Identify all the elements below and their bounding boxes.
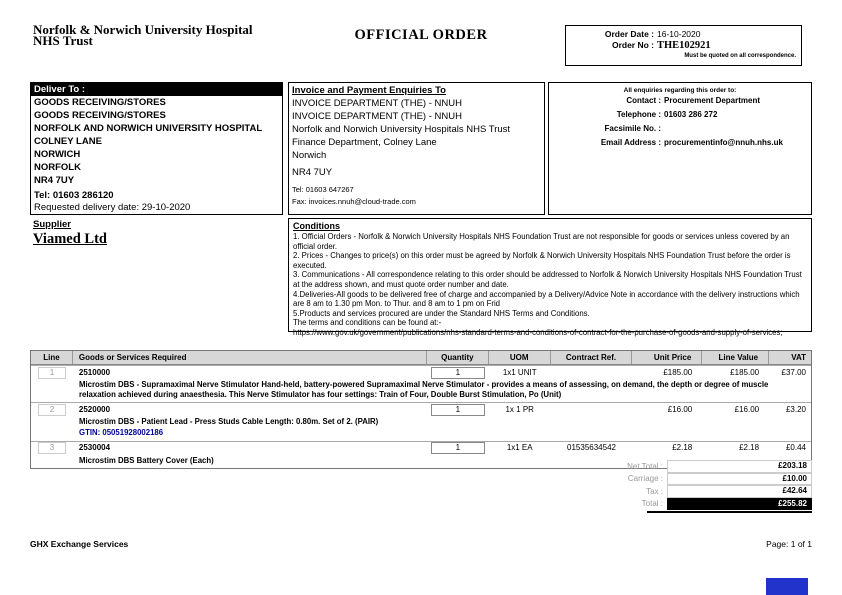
- net-total-row: [520, 460, 812, 473]
- items-table-header-row: [31, 351, 811, 365]
- document-title: OFFICIAL ORDER: [354, 27, 488, 43]
- invoice-fax-email: Fax: invoices.nnuh@cloud-trade.com: [292, 197, 416, 206]
- deliver-address-line: NR4 7UY: [34, 175, 75, 186]
- item-uom: 1x1 EA: [506, 443, 533, 453]
- condition-line: 2. Prices - Changes to price(s) on this order must be agreed by Norfolk & Norwich University Hospitals NHS Foundation Trust before the order is executed.: [293, 251, 791, 270]
- tax-row: [520, 485, 812, 498]
- totals-section: [520, 460, 812, 510]
- contact-label: Contact :: [626, 96, 661, 105]
- deliver-address-line: NORWICH: [34, 149, 81, 160]
- condition-line: The terms and conditions can be found at:-: [293, 318, 442, 328]
- net-total-label: Net Total :: [627, 461, 663, 471]
- condition-line: 3. Communications - All correspondence relating to this order should be addressed to Norfolk & Norwich University Hospitals NHS Foundation Trust at the address shown, and must quote order number and date.: [293, 270, 802, 289]
- order-date-value: 16-10-2020: [657, 29, 701, 39]
- item-vat: £3.20: [785, 404, 806, 414]
- deliver-telephone: Tel: 01603 286120: [34, 190, 114, 201]
- footer-service-name: GHX Exchange Services: [30, 539, 129, 549]
- header-unit-price: Unit Price: [632, 351, 702, 364]
- invoice-address-line: Finance Department, Colney Lane: [292, 137, 437, 148]
- corner-blue-mark: [766, 578, 808, 595]
- contact-value: Procurement Department: [664, 96, 761, 105]
- item-unit-price: £185.00: [663, 367, 693, 377]
- tax-label: Tax :: [646, 486, 663, 496]
- item-quantity: 1: [431, 367, 485, 379]
- deliver-to-header: Deliver To :: [31, 83, 282, 96]
- enquiries-facsimile-row: [549, 122, 811, 136]
- deliver-address-line: COLNEY LANE: [34, 136, 102, 147]
- supplier-name: Viamed Ltd: [33, 231, 107, 247]
- item-line-value: £185.00: [730, 367, 760, 377]
- enquiries-contact-row: [549, 94, 811, 108]
- invoice-enquiries-box: [288, 82, 545, 215]
- page-number: Page: 1 of 1: [766, 539, 812, 549]
- invoice-address-line: INVOICE DEPARTMENT (THE) - NNUH: [292, 98, 462, 109]
- deliver-address-line: NORFOLK AND NORWICH UNIVERSITY HOSPITAL: [34, 123, 263, 134]
- item-code: 2520000: [78, 404, 111, 414]
- item-line-number: 3: [38, 442, 66, 454]
- item-contract-ref: 01535634542: [567, 443, 616, 453]
- net-total-value: £203.18: [667, 460, 812, 473]
- deliver-to-box: [30, 82, 283, 215]
- item-quantity: 1: [431, 404, 485, 416]
- carriage-row: [520, 473, 812, 486]
- item-code: 2510000: [78, 367, 111, 377]
- item-description: Microstim DBS Battery Cover (Each): [79, 455, 214, 465]
- enquiries-header: All enquiries regarding this order to:: [623, 87, 737, 94]
- condition-line: 5.Products and services procured are under the Standard NHS Terms and Conditions.: [293, 308, 590, 318]
- order-note: Must be quoted on all correspondence.: [684, 53, 796, 59]
- carriage-value: £10.00: [667, 473, 812, 486]
- order-number-row: [566, 40, 801, 51]
- item-description: Microstim DBS - Supramaximal Nerve Stimulator Hand-held, battery-powered Supramaximal Nerve Stimulator - provides a means of assessing, on demand, the depth or degree of muscle relaxation achieved during anaesthesia. This Nerve Stimulator has four settings: Train of Four, Double Burst Stimulation, Po (Unit): [79, 380, 769, 399]
- order-date-label: Order Date :: [604, 29, 654, 39]
- carriage-label: Carriage :: [627, 474, 663, 484]
- order-info-box: [565, 25, 802, 66]
- item-row: [31, 365, 811, 402]
- invoice-address-line: Norfolk and Norwich University Hospitals NHS Trust: [292, 124, 511, 135]
- invoice-address-line: INVOICE DEPARTMENT (THE) - NNUH: [292, 111, 462, 122]
- item-description: Microstim DBS - Patient Lead - Press Studs Cable Length: 0.80m. Set of 2. (PAIR): [79, 417, 379, 427]
- item-unit-price: £2.18: [672, 443, 693, 453]
- supplier-header: Supplier: [33, 219, 72, 230]
- item-uom: 1x1 UNIT: [502, 367, 537, 377]
- enquiries-email-row: [549, 136, 811, 150]
- total-underline: [647, 511, 812, 513]
- header-quantity: Quantity: [427, 351, 489, 364]
- invoice-address-line: Norwich: [292, 150, 327, 161]
- item-row: [31, 402, 811, 441]
- grand-total-row: [520, 498, 812, 511]
- tax-value: £42.64: [667, 485, 812, 498]
- condition-line: 1. Official Orders - Norfolk & Norwich University Hospitals NHS Foundation Trust are not responsible for goods or services unless covered by an official order.: [293, 232, 790, 251]
- conditions-box: [288, 218, 812, 337]
- invoice-telephone: Tel: 01603 647267: [292, 185, 354, 194]
- item-unit-price: £16.00: [667, 404, 693, 414]
- header-contract-ref: Contract Ref.: [551, 351, 633, 364]
- telephone-value: 01603 286 272: [664, 110, 718, 119]
- header-line: Line: [31, 351, 73, 364]
- header-vat: VAT: [791, 353, 807, 362]
- header-goods: Goods or Services Required: [73, 351, 427, 364]
- order-items-table: [30, 350, 812, 469]
- item-uom: 1x 1 PR: [505, 404, 534, 414]
- enquiries-telephone-row: [549, 108, 811, 122]
- item-gtin: GTIN: 05051928002186: [79, 427, 164, 437]
- grand-total-label: Total :: [641, 499, 663, 509]
- supplier-section: [33, 219, 107, 248]
- order-number-label: Order No :: [611, 40, 654, 50]
- invoice-enquiries-header: Invoice and Payment Enquiries To: [292, 85, 446, 96]
- email-value: procurementinfo@nnuh.nhs.uk: [664, 138, 783, 147]
- requested-delivery-date: Requested delivery date: 29-10-2020: [34, 202, 191, 213]
- item-line-number: 1: [38, 367, 66, 379]
- item-code: 2530004: [78, 443, 111, 453]
- item-line-value: £2.18: [739, 443, 760, 453]
- header-line-value: Line Value: [702, 351, 769, 364]
- invoice-address-line: NR4 7UY: [292, 167, 333, 178]
- order-date-row: [566, 29, 801, 40]
- facsimile-label: Facsimile No. :: [604, 124, 661, 133]
- deliver-address-line: NORFOLK: [34, 162, 81, 173]
- trust-name-line2: NHS Trust: [33, 33, 93, 48]
- deliver-address-line: GOODS RECEIVING/STORES: [34, 97, 166, 108]
- order-enquiries-box: [548, 82, 812, 215]
- item-quantity: 1: [431, 442, 485, 454]
- item-line-value: £16.00: [734, 404, 760, 414]
- conditions-header: Conditions: [293, 221, 340, 231]
- deliver-address-line: GOODS RECEIVING/STORES: [34, 110, 166, 121]
- item-line-number: 2: [38, 404, 66, 416]
- conditions-terms-url: https://www.gov.uk/government/publications/nhs-standard-terms-and-conditions-of-contract-for-the-purchase-of-goods-and-supply-of-services;: [293, 327, 783, 337]
- condition-line: 4.Deliveries-All goods to be delivered free of charge and accompanied by a Delivery/Advice Note in accordance with the delivery instructions which are 8 am to 1.30 pm Mon. to Thur. and 8 am to 1 pm on Frid: [293, 289, 800, 309]
- telephone-label: Telephone :: [616, 110, 661, 119]
- trust-name-line1: Norfolk & Norwich University Hospital: [33, 22, 253, 37]
- email-label: Email Address :: [600, 138, 661, 147]
- header-uom: UOM: [489, 351, 551, 364]
- order-number-value: THE102921: [657, 40, 711, 51]
- grand-total-value: £255.82: [667, 498, 812, 511]
- item-vat: £37.00: [781, 367, 806, 377]
- item-vat: £0.44: [785, 443, 806, 453]
